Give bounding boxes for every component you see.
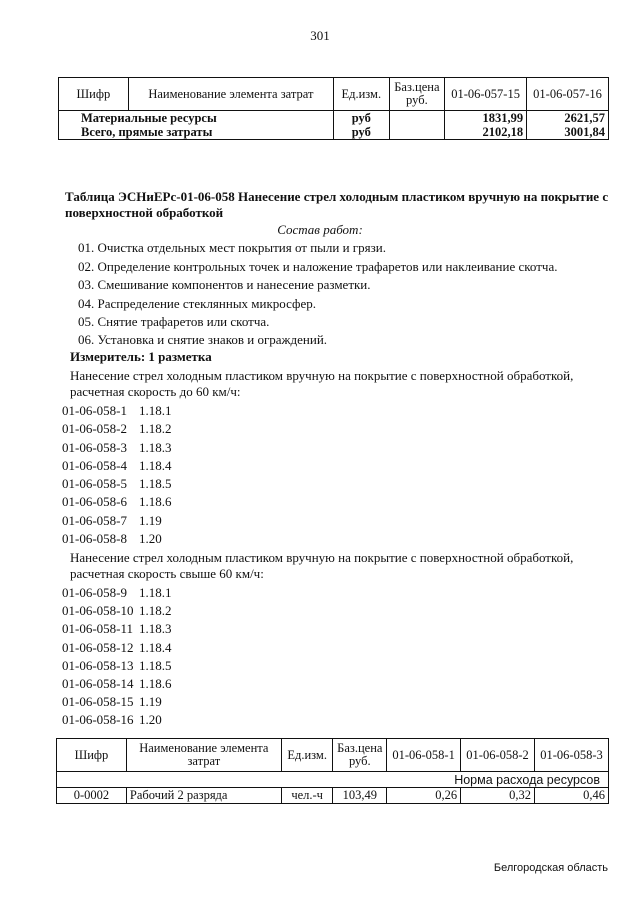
norma-row xyxy=(57,772,609,788)
row-value-2: 0,32 xyxy=(461,788,535,804)
row-unit: руб xyxy=(333,111,389,126)
code-row xyxy=(62,658,172,674)
header-col-2: 01-06-057-16 xyxy=(527,78,609,111)
header-unit: Ед.изм. xyxy=(281,739,333,772)
header-name: Наименование элемента затрат xyxy=(128,78,333,111)
work-item: 03. Смешивание компонентов и нанесение разметки. xyxy=(78,277,371,292)
row-price: 103,49 xyxy=(333,788,387,804)
code-ref: 1.18.1 xyxy=(139,585,172,600)
sostav-label: Состав работ: xyxy=(277,222,363,237)
code-row xyxy=(62,640,172,656)
header-price: Баз.цена руб. xyxy=(389,78,445,111)
code-ref: 1.20 xyxy=(139,712,162,727)
table-row xyxy=(57,788,609,804)
table-row xyxy=(59,125,609,140)
code-row xyxy=(62,513,162,529)
code: 01-06-058-12 xyxy=(62,640,134,655)
code-row xyxy=(62,694,162,710)
bottom-table-header-row xyxy=(57,739,609,772)
group-description: Нанесение стрел холодным пластиком вручную на покрытие с поверхностной обработкой, расчетная скорость до 60 км/ч: xyxy=(70,368,574,399)
header-code: Шифр xyxy=(59,78,129,111)
row-price xyxy=(389,111,445,126)
code-ref: 1.18.3 xyxy=(139,621,172,636)
code-ref: 1.18.4 xyxy=(139,458,172,473)
top-cost-table xyxy=(58,77,609,140)
row-code: 0-0002 xyxy=(57,788,127,804)
code: 01-06-058-9 xyxy=(62,585,127,600)
code: 01-06-058-8 xyxy=(62,531,127,546)
header-name: Наименование элемента затрат xyxy=(126,739,281,772)
header-col-2: 01-06-058-2 xyxy=(461,739,535,772)
resource-norm-table xyxy=(56,738,609,804)
code: 01-06-058-13 xyxy=(62,658,134,673)
code-row xyxy=(62,403,172,419)
code-ref: 1.18.2 xyxy=(139,603,172,618)
code-row xyxy=(62,585,172,601)
norma-label: Норма расхода ресурсов xyxy=(57,772,609,788)
code-row xyxy=(62,476,172,492)
code: 01-06-058-2 xyxy=(62,421,127,436)
row-value-2: 3001,84 xyxy=(527,125,609,140)
row-name: Материальные ресурсы xyxy=(59,111,334,126)
code-ref: 1.18.4 xyxy=(139,640,172,655)
row-value-1: 1831,99 xyxy=(445,111,527,126)
code-ref: 1.18.6 xyxy=(139,676,172,691)
code: 01-06-058-15 xyxy=(62,694,134,709)
code: 01-06-058-3 xyxy=(62,440,127,455)
work-item: 05. Снятие трафаретов или скотча. xyxy=(78,314,270,329)
code-row xyxy=(62,531,162,547)
code-row xyxy=(62,621,172,637)
code: 01-06-058-10 xyxy=(62,603,134,618)
code: 01-06-058-7 xyxy=(62,513,127,528)
page-number: 301 xyxy=(310,28,330,43)
code-ref: 1.19 xyxy=(139,513,162,528)
work-item: 01. Очистка отдельных мест покрытия от пыли и грязи. xyxy=(78,240,386,255)
header-col-3: 01-06-058-3 xyxy=(535,739,609,772)
code-ref: 1.18.5 xyxy=(139,658,172,673)
code-ref: 1.18.1 xyxy=(139,403,172,418)
code-row xyxy=(62,712,162,728)
row-value-2: 2621,57 xyxy=(527,111,609,126)
work-item: 06. Установка и снятие знаков и ограждений. xyxy=(78,332,328,347)
code: 01-06-058-6 xyxy=(62,494,127,509)
row-name: Всего, прямые затраты xyxy=(59,125,334,140)
group-description: Нанесение стрел холодным пластиком вручную на покрытие с поверхностной обработкой, расчетная скорость свыше 60 км/ч: xyxy=(70,550,574,581)
work-item: 02. Определение контрольных точек и наложение трафаретов или наклеивание скотча. xyxy=(78,259,558,274)
code: 01-06-058-16 xyxy=(62,712,134,727)
code: 01-06-058-5 xyxy=(62,476,127,491)
code: 01-06-058-1 xyxy=(62,403,127,418)
row-price xyxy=(389,125,445,140)
code-ref: 1.19 xyxy=(139,694,162,709)
izmeritel: Измеритель: 1 разметка xyxy=(70,349,212,364)
table-title: Таблица ЭСНиЕРс-01-06-058 Нанесение стрел холодным пластиком вручную на покрытие с поверхностной обработкой xyxy=(65,189,609,220)
row-name: Рабочий 2 разряда xyxy=(126,788,281,804)
code-row xyxy=(62,494,172,510)
code: 01-06-058-4 xyxy=(62,458,127,473)
code-row xyxy=(62,440,172,456)
code-ref: 1.18.3 xyxy=(139,440,172,455)
header-col-1: 01-06-057-15 xyxy=(445,78,527,111)
header-code: Шифр xyxy=(57,739,127,772)
code-row xyxy=(62,421,172,437)
code-row xyxy=(62,458,172,474)
code: 01-06-058-14 xyxy=(62,676,134,691)
code: 01-06-058-11 xyxy=(62,621,134,636)
row-unit: руб xyxy=(333,125,389,140)
header-price: Баз.цена руб. xyxy=(333,739,387,772)
header-unit: Ед.изм. xyxy=(333,78,389,111)
row-unit: чел.-ч xyxy=(281,788,333,804)
row-value-3: 0,46 xyxy=(535,788,609,804)
row-value-1: 2102,18 xyxy=(445,125,527,140)
top-table-header-row xyxy=(59,78,609,111)
table-row xyxy=(59,111,609,126)
code-ref: 1.18.5 xyxy=(139,476,172,491)
header-col-1: 01-06-058-1 xyxy=(387,739,461,772)
code-ref: 1.18.2 xyxy=(139,421,172,436)
code-row xyxy=(62,603,172,619)
code-ref: 1.18.6 xyxy=(139,494,172,509)
footer-region: Белгородская область xyxy=(493,862,608,874)
work-item: 04. Распределение стеклянных микросфер. xyxy=(78,296,316,311)
row-value-1: 0,26 xyxy=(387,788,461,804)
code-row xyxy=(62,676,172,692)
code-ref: 1.20 xyxy=(139,531,162,546)
